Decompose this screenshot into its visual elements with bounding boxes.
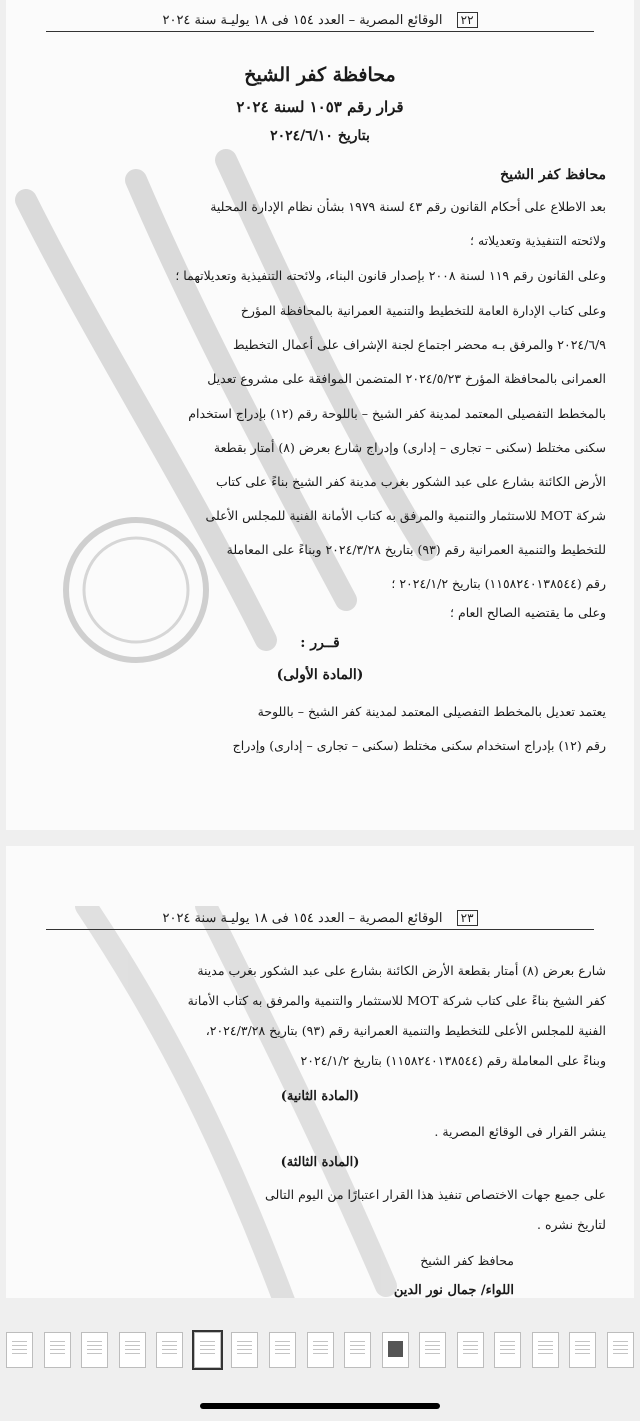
document-page-1: [6, 0, 634, 830]
gazette-header-text: الوقائع المصرية – العدد ١٥٤ فى ١٨ يوليـة سنة ٢٠٢٤: [162, 13, 443, 28]
body-line: للتخطيط والتنمية العمرانية رقم (٩٣) بتاريخ ٢٠٢٤/٣/٢٨ وبناءً على المعاملة: [226, 542, 606, 557]
document-page-2: [6, 846, 634, 1298]
page-thumbnail[interactable]: [569, 1332, 596, 1368]
article-1-line: يعتمد تعديل بالمخطط التفصيلى المعتمد لمدينة كفر الشيخ – باللوحة: [257, 704, 606, 719]
body-line: شركة MOT للاستثمار والتنمية والمرفق به كتاب الأمانة الفنية للمجلس الأعلى: [205, 508, 606, 523]
body-line: ولائحته التنفيذية وتعديلاته ؛: [470, 233, 606, 248]
body-line: العمرانى بالمحافظة المؤرخ ٢٠٢٤/٥/٢٣ المتضمن الموافقة على مشروع تعديل: [207, 371, 606, 386]
article-2-title: (المادة الثانية): [280, 1089, 360, 1104]
page-thumbnail[interactable]: [457, 1332, 484, 1368]
body-line: وعلى القانون رقم ١١٩ لسنة ٢٠٠٨ بإصدار قانون البناء، ولائحته التنفيذية وتعديلاتهما ؛: [175, 268, 606, 283]
page-thumbnail[interactable]: [119, 1332, 146, 1368]
home-indicator[interactable]: [200, 1403, 440, 1409]
governorate-title: محافظة كفر الشيخ: [244, 64, 396, 86]
page-thumbnail[interactable]: [81, 1332, 108, 1368]
page-thumbnail[interactable]: [156, 1332, 183, 1368]
page-thumbnail[interactable]: [307, 1332, 334, 1368]
article-1-line: رقم (١٢) بإدراج استخدام سكنى مختلط (سكنى – تجارى – إدارى) وإدراج: [232, 738, 606, 753]
body-line: بعد الاطلاع على أحكام القانون رقم ٤٣ لسنة ١٩٧٩ بشأن نظام الإدارة المحلية: [210, 199, 606, 214]
page-thumbnail[interactable]: [532, 1332, 559, 1368]
page-thumbnail[interactable]: [344, 1332, 371, 1368]
decree-number: قرار رقم ١٠٥٣ لسنة ٢٠٢٤: [236, 98, 404, 116]
decree-date: بتاريخ ٢٠٢٤/٦/١٠: [270, 128, 370, 144]
signer-title: محافظ كفر الشيخ: [420, 1253, 514, 1268]
body-line: وعلى ما يقتضيه الصالح العام ؛: [450, 605, 606, 620]
page-thumbnail[interactable]: [44, 1332, 71, 1368]
body-line: كفر الشيخ بناءً على كتاب شركة MOT للاستثمار والتنمية والمرفق به كتاب الأمانة: [187, 993, 606, 1008]
page-thumbnail[interactable]: [6, 1332, 33, 1368]
body-line: وبناءً على المعاملة رقم (١١٥٨٢٤٠١٣٨٥٤٤) بتاريخ ٢٠٢٤/١/٢: [300, 1053, 606, 1068]
page-number: ٢٣: [457, 910, 478, 926]
article-3-line: لتاريخ نشره .: [537, 1217, 606, 1232]
article-2-text: ينشر القرار فى الوقائع المصرية .: [434, 1124, 606, 1139]
decided-heading: قــرر :: [300, 635, 340, 651]
article-3-title: (المادة الثالثة): [280, 1155, 360, 1170]
article-3-line: على جميع جهات الاختصاص تنفيذ هذا القرار اعتبارًا من اليوم التالى: [265, 1187, 606, 1202]
page-header: [46, 12, 594, 32]
page-thumbnail[interactable]: [419, 1332, 446, 1368]
body-line: بالمخطط التفصيلى المعتمد لمدينة كفر الشيخ – باللوحة رقم (١٢) بإدراج استخدام: [188, 406, 606, 421]
article-1-title: (المادة الأولى): [276, 667, 364, 683]
page-thumbnail[interactable]: [269, 1332, 296, 1368]
body-line: سكنى مختلط (سكنى – تجارى – إدارى) وإدراج شارع بعرض (٨) أمتار بقطعة: [213, 440, 606, 455]
page-thumbnail[interactable]: [231, 1332, 258, 1368]
signer-name: اللواء/ جمال نور الدين: [393, 1283, 514, 1298]
gazette-header-text: الوقائع المصرية – العدد ١٥٤ فى ١٨ يوليـة سنة ٢٠٢٤: [162, 911, 443, 926]
body-line: الأرض الكائنة بشارع على عبد الشكور بغرب مدينة كفر الشيخ بناءً على كتاب: [215, 474, 606, 489]
page-header: [46, 910, 594, 930]
page-thumbnail-selected[interactable]: [194, 1332, 221, 1368]
body-line: الفنية للمجلس الأعلى للتخطيط والتنمية العمرانية رقم (٩٣) بتاريخ ٢٠٢٤/٣/٢٨،: [205, 1023, 606, 1038]
page-thumbnail[interactable]: [607, 1332, 634, 1368]
page-thumbnail-strip: [6, 1330, 634, 1370]
body-line: شارع بعرض (٨) أمتار بقطعة الأرض الكائنة بشارع على عبد الشكور بغرب مدينة: [197, 963, 606, 978]
issuer: محافظ كفر الشيخ: [500, 167, 606, 183]
body-line: وعلى كتاب الإدارة العامة للتخطيط والتنمية العمرانية بالمحافظة المؤرخ: [240, 303, 606, 318]
page-number: ٢٢: [457, 12, 478, 28]
page-thumbnail[interactable]: [494, 1332, 521, 1368]
body-line: رقم (١١٥٨٢٤٠١٣٨٥٤٤) بتاريخ ٢٠٢٤/١/٢ ؛: [391, 576, 606, 591]
body-line: ٢٠٢٤/٦/٩ والمرفق بـه محضر اجتماع لجنة الإشراف على أعمال التخطيط: [233, 337, 606, 352]
page-thumbnail[interactable]: [382, 1332, 409, 1368]
